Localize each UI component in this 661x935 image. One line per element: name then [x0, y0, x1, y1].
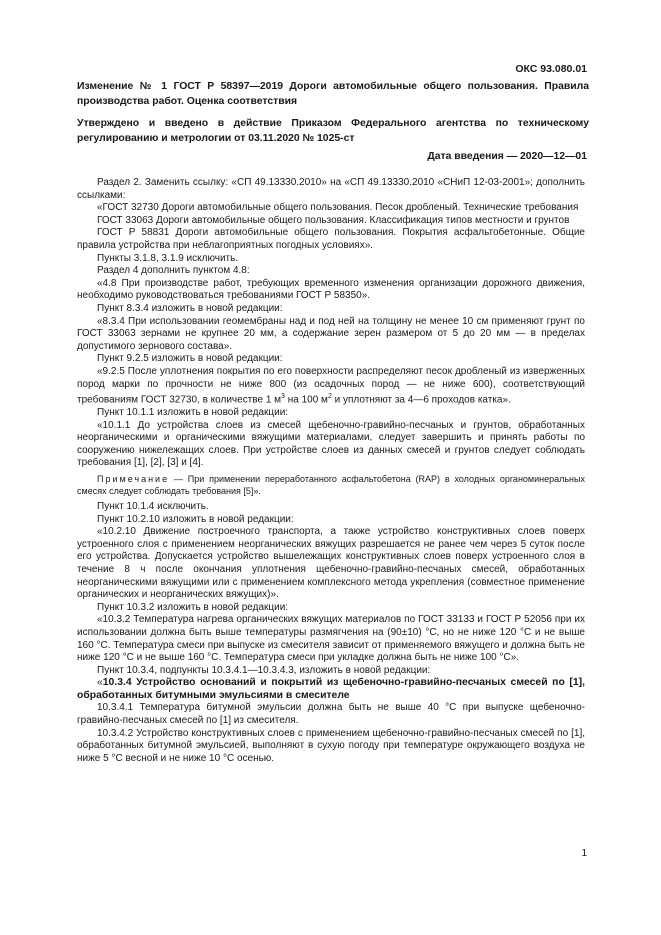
p925-text-c: и уплотняют за 4—6 проходов катка».: [331, 394, 511, 406]
paragraph: «4.8 При производстве работ, требующих временного изменения организации дорожного движения, необходимо руководствоваться требованиями ГОСТ Р 58350».: [77, 277, 585, 302]
paragraph: 10.3.4.2 Устройство конструктивных слоев с применением щебеночно-гравийно-песчаных смесей по [1], обработанных битумной эмульсией, выполняют в сухую погоду при температуре окружающего воздуха не ниже 5 °С весной и не ниже 10 °С осенью.: [77, 727, 585, 764]
p925-text-a: «9.2.5 После уплотнения покрытия по его поверхности распределяют песок дробленый из изверженных пород марки по прочности не ниже 800 (из осадочных пород — не ниже 600), соответствующий требованиям ГОСТ 32730, в количестве 1 м: [77, 365, 585, 406]
amendment-title: Изменение № 1 ГОСТ Р 58397—2019 Дороги автомобильные общего пользования. Правила производства работ. Оценка соответствия: [77, 81, 589, 107]
paragraph: Пункт 10.3.4, подпункты 10.3.4.1—10.3.4.3, изложить в новой редакции:: [97, 664, 431, 676]
open-quote: «: [97, 677, 103, 689]
paragraph: Пункт 10.2.10 изложить в новой редакции:: [97, 513, 294, 525]
document-body: [77, 177, 585, 765]
paragraph: Пункт 10.1.1 изложить в новой редакции:: [97, 407, 289, 419]
paragraph: ГОСТ 33063 Дороги автомобильные общего пользования. Классификация типов местности и грунтов: [97, 214, 570, 226]
page-number: 1: [581, 848, 587, 859]
p925-text-b: на 100 м: [284, 394, 328, 406]
paragraph-1034-heading: [77, 677, 585, 702]
paragraph: «10.3.2 Температура нагрева органических вяжущих материалов по ГОСТ 33133 и ГОСТ Р 52056 при их использовании должна быть выше температуры размягчения на (90±10) °С, но не ниже 120 °С и не выше 160 °С. Температура смеси при выпуске из смесителя зависит от применяемого вяжущего и должна быть не ниже 120 °С и не выше 160 °С. Температура смеси при укладке должна быть не ниже 100 °С».: [77, 614, 585, 664]
paragraph: Пункт 10.1.4 исключить.: [97, 500, 209, 512]
paragraph: «ГОСТ 32730 Дороги автомобильные общего пользования. Песок дробленый. Технические требования: [97, 202, 579, 214]
paragraph: 10.3.4.1 Температура битумной эмульсии должна быть не выше 40 °С при выпуске щебеночно-гравийно-песчаных смесей по [1] из смесителя.: [77, 702, 585, 727]
paragraph: Пункт 9.2.5 изложить в новой редакции:: [97, 353, 283, 365]
paragraph-925: [77, 366, 585, 407]
effective-date: Дата введения — 2020—12—01: [427, 151, 587, 162]
okc-code: ОКС 93.080.01: [515, 63, 587, 75]
note: [77, 473, 585, 497]
paragraph: Пункт 8.3.4 изложить в новой редакции:: [97, 302, 283, 314]
paragraph: «8.3.4 При использовании геомембраны над и под ней на толщину не менее 10 см применяют грунт по ГОСТ 33063 зернами не крупнее 20 мм, а содержание зерен размером от 5 до 20 мм — в пределах допустимого зернового состава».: [77, 315, 585, 352]
note-text: — При применении переработанного асфальтобетона (RAP) в холодных органоминеральных смесях следует соблюдать требования [5]».: [77, 473, 585, 496]
paragraph: Раздел 2. Заменить ссылку: «СП 49.13330.2010» на «СП 49.13330.2010 «СНиП 12-03-2001»; дополнить ссылками:: [77, 177, 585, 201]
subsection-heading: 10.3.4 Устройство оснований и покрытий из щебеночно-гравийно-песчаных смесей по [1], обработанных битумными эмульсиями в смесителе: [77, 677, 585, 701]
paragraph: ГОСТ Р 58831 Дороги автомобильные общего пользования. Покрытия асфальтобетонные. Общие правила устройства при неблагоприятных погодных условиях».: [77, 227, 585, 251]
note-label: Примечание: [97, 473, 170, 484]
paragraph: Пункты 3.1.8, 3.1.9 исключить.: [97, 252, 239, 264]
paragraph: Пункт 10.3.2 изложить в новой редакции:: [97, 601, 289, 613]
paragraph: «10.2.10 Движение построечного транспорта, а также устройство конструктивных слоев поверх устроенного слоя с применением неорганических вяжущих разрешается не ранее чем через 5 суток после его устройства. Допускается устройство вышележащих конструктивных слоев поверх устроенного слоя в течение 8 ч после окончания уплотнения щебеночно-гравийно-песчаных смесей, обработанных неорганическими вяжущими или с применением комплексного метода укрепления (совместное применение органических и неорганических вяжущих)».: [77, 526, 585, 601]
p925-sup-cubic: 3: [281, 393, 285, 401]
paragraph: «10.1.1 До устройства слоев из смесей щебеночно-гравийно-песчаных и грунтов, обработанных неорганическими и органическими вяжущими материалами, следует завершить и принять работы по сооружению нижележащих слоев. При устройстве слоев из данных смесей и грунтов следует соблюдать требования [1], [2], [3] и [4].: [77, 419, 585, 469]
paragraph: Раздел 4 дополнить пунктом 4.8:: [97, 265, 250, 277]
approval-statement: Утверждено и введено в действие Приказом Федерального агентства по техническому регулированию и метрологии от 03.11.2020 № 1025-ст: [77, 118, 589, 144]
p925-sup-square: 2: [327, 393, 332, 401]
